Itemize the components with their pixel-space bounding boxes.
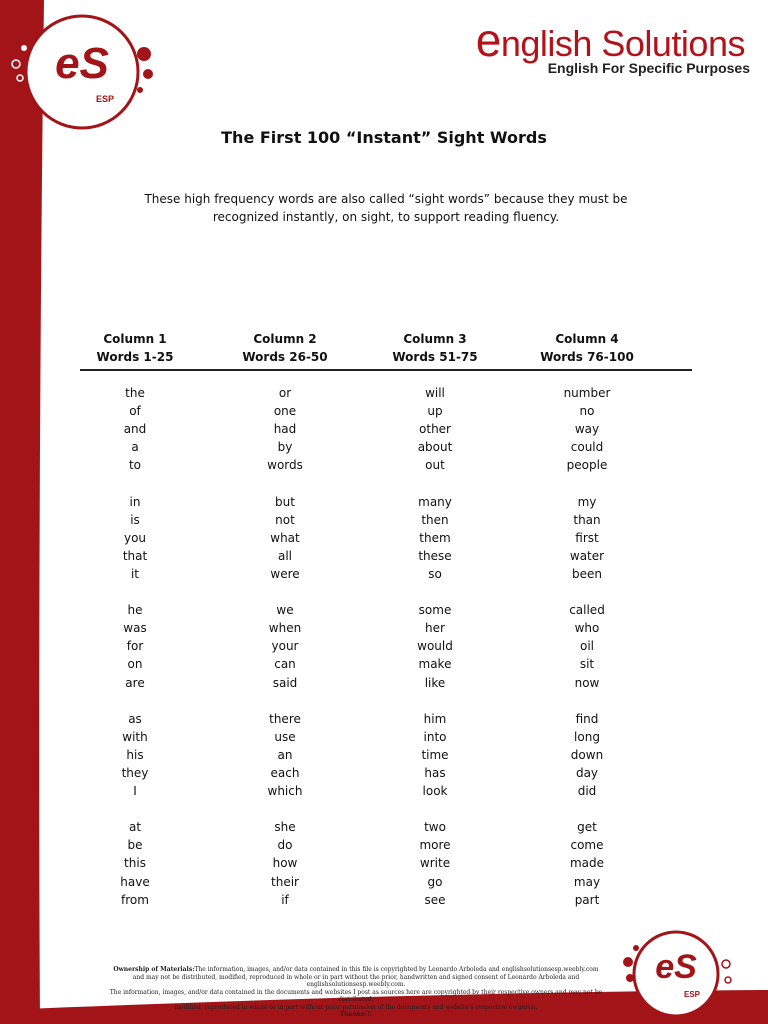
sight-word: and bbox=[123, 422, 147, 437]
column-header-range: Words 51-75 bbox=[392, 350, 478, 364]
sight-word: are bbox=[125, 675, 145, 690]
column-header-title: Column 2 bbox=[253, 332, 317, 346]
sight-word: part bbox=[574, 892, 600, 907]
sight-word: been bbox=[572, 566, 602, 581]
brand-tagline: English For Specific Purposes bbox=[547, 60, 750, 76]
sight-word: called bbox=[569, 603, 605, 618]
sight-word: on bbox=[127, 657, 143, 672]
sight-word: number bbox=[563, 386, 611, 400]
sight-word: in bbox=[129, 494, 141, 509]
group-spacer bbox=[360, 800, 510, 818]
word-column-3 bbox=[360, 384, 510, 909]
sight-word: then bbox=[421, 512, 449, 527]
sight-word: these bbox=[418, 548, 452, 563]
sight-word: words bbox=[267, 458, 303, 473]
sight-word: I bbox=[133, 784, 137, 799]
sight-word: your bbox=[271, 639, 299, 654]
sight-word: so bbox=[428, 566, 442, 581]
sight-word: them bbox=[419, 530, 451, 545]
sight-word: which bbox=[267, 784, 303, 799]
sight-word: up bbox=[427, 404, 443, 419]
sight-word: as bbox=[128, 711, 142, 726]
brand-header bbox=[475, 14, 750, 76]
brand-name-rest: nglish Solutions bbox=[500, 23, 745, 64]
sight-word: the bbox=[125, 386, 145, 400]
column-header-1 bbox=[60, 330, 210, 366]
group-spacer bbox=[512, 800, 662, 818]
sight-word: we bbox=[276, 603, 294, 618]
bottom-logo-sub: ESP bbox=[684, 990, 701, 999]
sight-word: day bbox=[575, 765, 599, 780]
sight-word: many bbox=[418, 494, 452, 509]
sight-word: no bbox=[579, 404, 595, 419]
footer-line-1 bbox=[96, 966, 616, 974]
sight-word: this bbox=[124, 856, 146, 871]
sight-word: would bbox=[417, 639, 453, 654]
sight-word: had bbox=[273, 422, 297, 437]
sight-word: each bbox=[270, 765, 300, 780]
sight-word: said bbox=[272, 675, 298, 690]
footer-line-4: modified, reproduced in whole or in part without prior permission of the documents and website's respective owner(s). bbox=[174, 1003, 538, 1011]
footer-line-2: and may not be distributed, modified, reproduced in whole or in part without the prior, handwritten and signed consent of Leonardo Arboleda and englishsolutionsesp.weebly.com. bbox=[132, 973, 580, 988]
sight-word: two bbox=[424, 820, 446, 835]
sight-word: long bbox=[574, 729, 600, 744]
sight-word: of bbox=[129, 404, 141, 419]
sight-word: use bbox=[274, 729, 296, 744]
sight-word: out bbox=[425, 458, 445, 473]
sight-word: if bbox=[281, 892, 289, 907]
column-header-range: Words 26-50 bbox=[242, 350, 328, 364]
sight-word: my bbox=[577, 494, 597, 509]
sight-word: get bbox=[577, 820, 597, 835]
sight-word: that bbox=[122, 548, 148, 563]
word-column-2 bbox=[210, 384, 360, 909]
column-header-3 bbox=[360, 330, 510, 366]
sight-word: could bbox=[570, 440, 604, 455]
sight-word: did bbox=[577, 784, 597, 799]
group-spacer bbox=[60, 474, 210, 492]
sight-word: like bbox=[424, 675, 446, 690]
column-header-title: Column 3 bbox=[403, 332, 467, 346]
sight-word: is bbox=[130, 512, 140, 527]
sight-word: to bbox=[128, 458, 142, 473]
sight-word: who bbox=[574, 621, 600, 636]
sight-word: has bbox=[424, 765, 446, 780]
sight-word: with bbox=[122, 729, 148, 744]
sight-word: other bbox=[419, 422, 451, 437]
bottom-logo-letters: eS bbox=[655, 948, 697, 986]
page-title: The First 100 “Instant” Sight Words bbox=[221, 128, 547, 147]
sight-word: his bbox=[126, 747, 144, 762]
brand-initial: e bbox=[475, 14, 501, 66]
sight-word: for bbox=[126, 639, 144, 654]
sight-word: have bbox=[120, 874, 150, 889]
sight-word: him bbox=[423, 711, 447, 726]
sight-word: but bbox=[275, 494, 295, 509]
top-logo-letters: eS bbox=[55, 39, 109, 88]
sight-word: sit bbox=[579, 657, 595, 672]
footer-line-3: The information, images, and/or data contained in the documents and websites I post as sources here are copyrighted by their respective owners and may not be distributed, bbox=[109, 988, 603, 1003]
sight-word: into bbox=[423, 729, 447, 744]
sight-word: it bbox=[130, 566, 140, 581]
sight-word: can bbox=[274, 657, 296, 672]
sight-word: they bbox=[121, 765, 149, 780]
sight-word: be bbox=[127, 838, 143, 853]
sight-word: an bbox=[277, 747, 293, 762]
sight-word: more bbox=[419, 838, 451, 853]
sight-word: made bbox=[569, 856, 605, 871]
group-spacer bbox=[512, 583, 662, 601]
group-spacer bbox=[210, 474, 360, 492]
sight-word: find bbox=[575, 711, 599, 726]
sight-word: a bbox=[131, 440, 139, 455]
group-spacer bbox=[210, 583, 360, 601]
brand-name bbox=[475, 14, 750, 66]
sight-word: first bbox=[575, 530, 599, 545]
word-column-4 bbox=[512, 384, 662, 909]
sight-word: now bbox=[574, 675, 600, 690]
intro-text: These high frequency words are also called “sight words” because they must be recognized instantly, on sight, to support reading fluency. bbox=[144, 192, 628, 224]
left-red-band bbox=[0, 0, 44, 1024]
group-spacer bbox=[60, 800, 210, 818]
group-spacer bbox=[512, 474, 662, 492]
header-divider bbox=[80, 369, 692, 371]
sight-word: she bbox=[274, 820, 296, 835]
sight-word: time bbox=[421, 747, 449, 762]
sight-word: than bbox=[573, 512, 601, 527]
group-spacer bbox=[360, 474, 510, 492]
sight-word: all bbox=[277, 548, 293, 563]
sight-word: about bbox=[417, 440, 453, 455]
column-header-title: Column 4 bbox=[555, 332, 619, 346]
word-column-1 bbox=[60, 384, 210, 909]
sight-word: do bbox=[277, 838, 293, 853]
sight-word: oil bbox=[579, 639, 594, 654]
sight-word: see bbox=[424, 892, 446, 907]
column-header-title: Column 1 bbox=[103, 332, 167, 346]
top-logo-sub: ESP bbox=[96, 94, 115, 104]
sight-word: come bbox=[570, 838, 604, 853]
column-header-range: Words 1-25 bbox=[96, 350, 174, 364]
footer-label: Ownership of Materials: bbox=[113, 966, 195, 973]
column-header-range: Words 76-100 bbox=[540, 350, 634, 364]
column-header-2 bbox=[210, 330, 360, 366]
copyright-footer bbox=[96, 966, 616, 1019]
sight-word: write bbox=[419, 856, 451, 871]
sight-word: their bbox=[271, 874, 299, 889]
sight-word: you bbox=[123, 530, 147, 545]
sight-word: people bbox=[566, 458, 608, 473]
sight-word: go bbox=[427, 874, 443, 889]
sight-word: at bbox=[128, 820, 142, 835]
sight-word: one bbox=[273, 404, 297, 419]
sight-word: will bbox=[425, 386, 445, 400]
sight-word: may bbox=[573, 874, 601, 889]
sight-word: how bbox=[272, 856, 298, 871]
sight-word: some bbox=[418, 603, 452, 618]
sight-word: by bbox=[277, 440, 293, 455]
sight-word: or bbox=[278, 386, 292, 400]
group-spacer bbox=[60, 692, 210, 710]
sight-word: way bbox=[574, 422, 600, 437]
sight-word: her bbox=[425, 621, 445, 636]
group-spacer bbox=[512, 692, 662, 710]
sight-word: were bbox=[270, 566, 300, 581]
sight-word: he bbox=[127, 603, 143, 618]
group-spacer bbox=[360, 583, 510, 601]
group-spacer bbox=[210, 800, 360, 818]
group-spacer bbox=[210, 692, 360, 710]
footer-thanks: Thanks!!! bbox=[339, 1011, 373, 1018]
sight-word: there bbox=[269, 711, 301, 726]
sight-word: what bbox=[270, 530, 300, 545]
group-spacer bbox=[360, 692, 510, 710]
sight-word: water bbox=[569, 548, 605, 563]
group-spacer bbox=[60, 583, 210, 601]
sight-word: look bbox=[422, 784, 448, 799]
column-header-4 bbox=[512, 330, 662, 366]
footer-line-1-text: The information, images, and/or data contained in this file is copyrighted by Leonardo Arboleda and englishsolutionsesp.weebly.com bbox=[194, 966, 599, 973]
sight-word: when bbox=[268, 621, 302, 636]
sight-word: make bbox=[418, 657, 452, 672]
sight-word: from bbox=[121, 892, 149, 907]
sight-word: not bbox=[275, 512, 295, 527]
column-headers bbox=[60, 330, 660, 370]
sight-word: down bbox=[570, 747, 604, 762]
sight-word: was bbox=[123, 621, 147, 636]
